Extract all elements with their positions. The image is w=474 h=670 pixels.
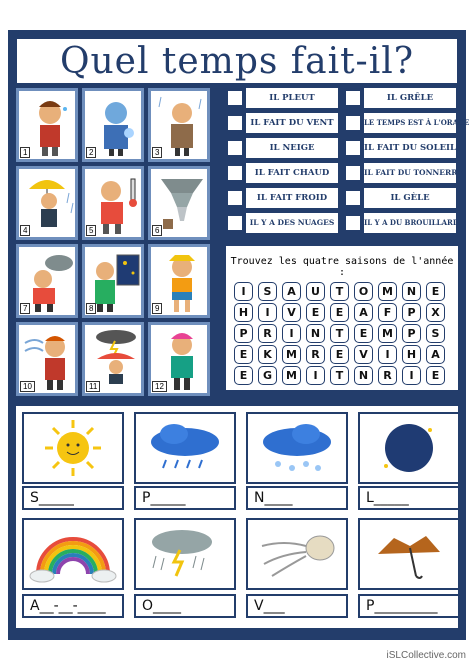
rain-cloud-icon <box>136 414 234 482</box>
letter-cell[interactable]: I <box>258 303 277 322</box>
picture-11 <box>82 322 144 396</box>
picture-number: 1 <box>20 147 30 158</box>
letter-cell[interactable]: I <box>234 282 253 301</box>
word-search-title: Trouvez les quatre saisons de l'année : <box>230 256 454 278</box>
letter-cell[interactable]: P <box>234 324 253 343</box>
letter-cell[interactable]: G <box>258 366 277 385</box>
title-box <box>14 36 460 86</box>
letter-cell[interactable]: R <box>306 345 325 364</box>
letter-cell[interactable]: S <box>426 324 445 343</box>
picture-7 <box>16 244 78 318</box>
phrase-item: LE TEMPS EST À L'ORAGE <box>364 113 456 133</box>
answer-field[interactable]: V___ <box>246 594 348 618</box>
answer-field[interactable]: P_____ <box>134 486 236 510</box>
answer-field[interactable]: L_____ <box>358 486 460 510</box>
picture-number: 5 <box>86 225 96 236</box>
picture-number: 11 <box>86 381 100 392</box>
footer-credit: iSLCollective.com <box>386 650 466 661</box>
letter-cell[interactable]: O <box>354 282 373 301</box>
picture-5 <box>82 166 144 240</box>
sun-icon <box>24 414 122 482</box>
rainbow-icon <box>24 520 122 588</box>
snow-cloud-icon <box>248 414 346 482</box>
picture-9 <box>148 244 210 318</box>
letter-cell[interactable]: R <box>378 366 397 385</box>
image-card <box>246 518 348 590</box>
picture-number: 8 <box>86 303 96 314</box>
picture-6 <box>148 166 210 240</box>
phrase-item: IL PLEUT <box>246 88 338 108</box>
picture-number: 10 <box>20 381 35 392</box>
letter-cell[interactable]: E <box>426 366 445 385</box>
phrase-item: IL Y A DU BROUILLARD <box>364 213 456 233</box>
answer-field[interactable]: P_________ <box>358 594 460 618</box>
picture-number: 2 <box>86 147 96 158</box>
picture-number: 7 <box>20 303 30 314</box>
letter-cell[interactable]: E <box>234 345 253 364</box>
phrase-item: IL FAIT DU TONNERRE <box>364 163 456 183</box>
letter-cell[interactable]: X <box>426 303 445 322</box>
image-card <box>134 518 236 590</box>
letter-cell[interactable]: M <box>282 366 301 385</box>
letter-cell[interactable]: E <box>354 324 373 343</box>
checkbox[interactable] <box>346 216 360 230</box>
letter-cell[interactable]: M <box>378 324 397 343</box>
tornado-icon <box>155 173 209 235</box>
letter-cell[interactable]: H <box>234 303 253 322</box>
checkbox[interactable] <box>228 116 242 130</box>
checkbox[interactable] <box>346 166 360 180</box>
person-sun-icon <box>155 251 209 313</box>
letter-cell[interactable]: I <box>282 324 301 343</box>
letter-cell[interactable]: M <box>378 282 397 301</box>
hot-person-thermometer-icon <box>89 173 143 235</box>
letter-cell[interactable]: T <box>330 324 349 343</box>
letter-cell[interactable]: P <box>402 324 421 343</box>
frozen-person-icon <box>89 95 143 157</box>
answer-field[interactable]: O____ <box>134 594 236 618</box>
picture-number: 3 <box>152 147 162 158</box>
broken-umbrella-icon <box>360 520 458 588</box>
letter-cell[interactable]: T <box>330 366 349 385</box>
phrase-item: IL Y A DES NUAGES <box>246 213 338 233</box>
wind-icon <box>248 520 346 588</box>
letter-cell[interactable]: N <box>354 366 373 385</box>
letter-cell[interactable]: A <box>282 282 301 301</box>
sweating-person-icon <box>23 95 77 157</box>
phrase-item: IL FAIT DU SOLEIL <box>364 138 456 158</box>
letter-cell[interactable]: M <box>282 345 301 364</box>
word-search <box>224 244 460 392</box>
letter-cell[interactable]: P <box>402 303 421 322</box>
image-card <box>22 412 124 484</box>
letter-cell[interactable]: E <box>426 282 445 301</box>
letter-cell[interactable]: I <box>378 345 397 364</box>
picture-10 <box>16 322 78 396</box>
phrase-item: IL FAIT FROID <box>246 188 338 208</box>
letter-cell[interactable]: E <box>330 345 349 364</box>
letter-cell[interactable]: S <box>258 282 277 301</box>
picture-number: 12 <box>152 381 167 392</box>
letter-cell[interactable]: E <box>330 303 349 322</box>
phrase-item: IL FAIT DU VENT <box>246 113 338 133</box>
checkbox[interactable] <box>346 191 360 205</box>
picture-number: 6 <box>152 225 162 236</box>
letter-cell[interactable]: N <box>306 324 325 343</box>
letter-cell[interactable]: E <box>234 366 253 385</box>
picture-number: 4 <box>20 225 30 236</box>
letter-cell[interactable]: I <box>402 366 421 385</box>
image-card <box>246 412 348 484</box>
image-card <box>22 518 124 590</box>
phrase-item: IL NEIGE <box>246 138 338 158</box>
person-umbrella-rain-icon <box>23 173 77 235</box>
picture-1 <box>16 88 78 162</box>
picture-4 <box>16 166 78 240</box>
checkbox[interactable] <box>228 91 242 105</box>
letter-cell[interactable]: N <box>402 282 421 301</box>
image-card <box>358 518 460 590</box>
phrase-item: IL GRÊLE <box>364 88 456 108</box>
phrase-item: IL FAIT CHAUD <box>246 163 338 183</box>
checkbox[interactable] <box>346 91 360 105</box>
checkbox[interactable] <box>228 191 242 205</box>
checkbox[interactable] <box>228 141 242 155</box>
letter-cell[interactable]: E <box>306 303 325 322</box>
moon-icon <box>360 414 458 482</box>
letter-cell[interactable]: A <box>354 303 373 322</box>
answer-field[interactable]: N____ <box>246 486 348 510</box>
checkbox[interactable] <box>346 141 360 155</box>
shivering-person-icon <box>155 95 209 157</box>
picture-3 <box>148 88 210 162</box>
checkbox[interactable] <box>228 216 242 230</box>
answer-field[interactable]: A__-__-____ <box>22 594 124 618</box>
person-window-night-icon <box>89 251 143 313</box>
image-card <box>134 412 236 484</box>
image-card <box>358 412 460 484</box>
phrase-item: IL GÈLE <box>364 188 456 208</box>
picture-12 <box>148 322 210 396</box>
letter-cell[interactable]: F <box>378 303 397 322</box>
picture-2 <box>82 88 144 162</box>
picture-8 <box>82 244 144 318</box>
checkbox[interactable] <box>346 116 360 130</box>
letter-cell[interactable]: V <box>282 303 301 322</box>
storm-icon <box>136 520 234 588</box>
letter-cell[interactable]: V <box>354 345 373 364</box>
letter-cell[interactable]: K <box>258 345 277 364</box>
letter-cell[interactable]: T <box>330 282 349 301</box>
page-title: Quel temps fait-il? <box>59 41 415 82</box>
person-cloud-icon <box>23 251 77 313</box>
letter-cell[interactable]: U <box>306 282 325 301</box>
picture-number: 9 <box>152 303 162 314</box>
checkbox[interactable] <box>228 166 242 180</box>
answer-field[interactable]: S_____ <box>22 486 124 510</box>
letter-cell[interactable]: H <box>402 345 421 364</box>
letter-cell[interactable]: A <box>426 345 445 364</box>
letter-cell[interactable]: R <box>258 324 277 343</box>
letter-cell[interactable]: I <box>306 366 325 385</box>
